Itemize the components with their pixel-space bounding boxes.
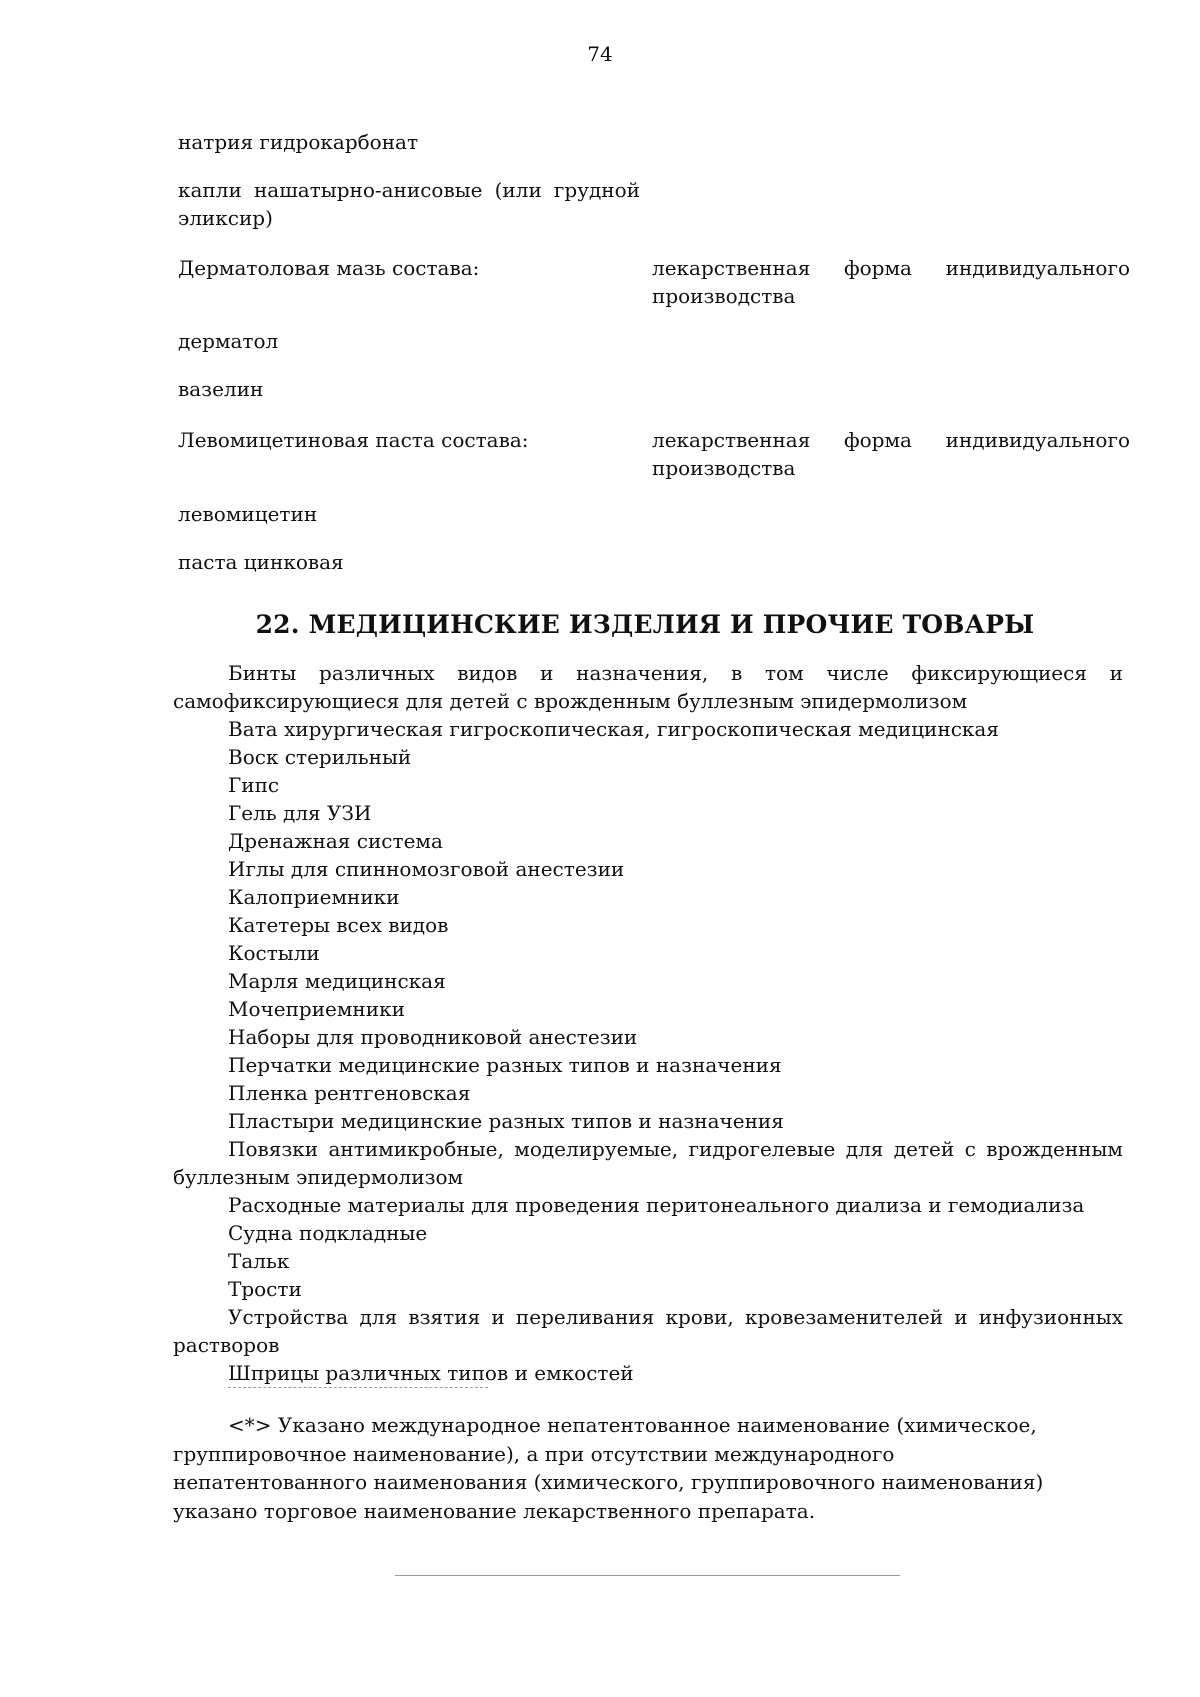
page-number: 74 [587, 42, 613, 66]
footnote-separator [228, 1387, 488, 1388]
list-item: Наборы для проводниковой анестезии [228, 1025, 638, 1049]
form-word: индивидуального [945, 256, 1130, 280]
table-cell-name: натрия гидрокарбонат [178, 130, 419, 154]
table-cell-name: капли нашатырно-анисовые (или грудной эликсир) [178, 178, 640, 230]
table-cell-name: дерматол [178, 329, 279, 353]
list-item: Расходные материалы для проведения перитонеального диализа и гемодиализа [228, 1193, 1085, 1217]
form-line-2: производства [652, 284, 796, 308]
list-item: Шприцы различных типов и емкостей [228, 1361, 634, 1385]
list-item: Иглы для спинномозговой анестезии [228, 857, 625, 881]
list-item: Устройства для взятия и переливания крови, кровезаменителей и инфузионных растворов [173, 1305, 1123, 1357]
list-item: Бинты различных видов и назначения, в том числе фиксирующиеся и самофиксирующиеся для детей с врожденным буллезным эпидермолизом [173, 661, 1123, 713]
table-cell-form [652, 426, 1130, 482]
list-item: Повязки антимикробные, моделируемые, гидрогелевые для детей с врожденным буллезным эпидермолизом [173, 1137, 1123, 1189]
form-word: лекарственная [652, 256, 811, 280]
list-item: Судна подкладные [228, 1221, 428, 1245]
list-item: Трости [228, 1277, 302, 1301]
table-cell-name: вазелин [178, 377, 264, 401]
list-item: Калоприемники [228, 885, 400, 909]
form-word: форма [843, 256, 912, 280]
form-word: форма [843, 428, 912, 452]
section-title: 22. МЕДИЦИНСКИЕ ИЗДЕЛИЯ И ПРОЧИЕ ТОВАРЫ [255, 610, 1035, 639]
table-cell-name: Левомицетиновая паста состава: [178, 428, 529, 452]
form-word: индивидуального [945, 428, 1130, 452]
list-item: Мочеприемники [228, 997, 405, 1021]
footnote: <*> Указано международное непатентованное наименование (химическое, группировочное наименование), а при отсутствии международного непатентованного наименования (химического, группировочного наименования) указано торговое наименование лекарственного препарата. [173, 1413, 1044, 1523]
medical-items-list [173, 659, 1123, 1387]
page-bottom-rule [395, 1575, 900, 1576]
list-item: Пленка рентгеновская [228, 1081, 471, 1105]
list-item: Тальк [228, 1249, 290, 1273]
list-item: Вата хирургическая гигроскопическая, гигроскопическая медицинская [228, 717, 999, 741]
form-line [652, 254, 1130, 282]
form-word: лекарственная [652, 428, 811, 452]
table-cell-form [652, 254, 1130, 310]
table-cell-name: левомицетин [178, 502, 318, 526]
table-cell-name: паста цинковая [178, 550, 344, 574]
table-cell-name: Дерматоловая мазь состава: [178, 256, 480, 280]
form-line [652, 426, 1130, 454]
list-item: Катетеры всех видов [228, 913, 449, 937]
list-item: Дренажная система [228, 829, 443, 853]
list-item: Воск стерильный [228, 745, 412, 769]
list-item: Пластыри медицинские разных типов и назначения [228, 1109, 784, 1133]
list-item: Перчатки медицинские разных типов и назначения [228, 1053, 782, 1077]
list-item: Марля медицинская [228, 969, 446, 993]
list-item: Гель для УЗИ [228, 801, 372, 825]
form-line-2: производства [652, 456, 796, 480]
list-item: Костыли [228, 941, 320, 965]
list-item: Гипс [228, 773, 280, 797]
